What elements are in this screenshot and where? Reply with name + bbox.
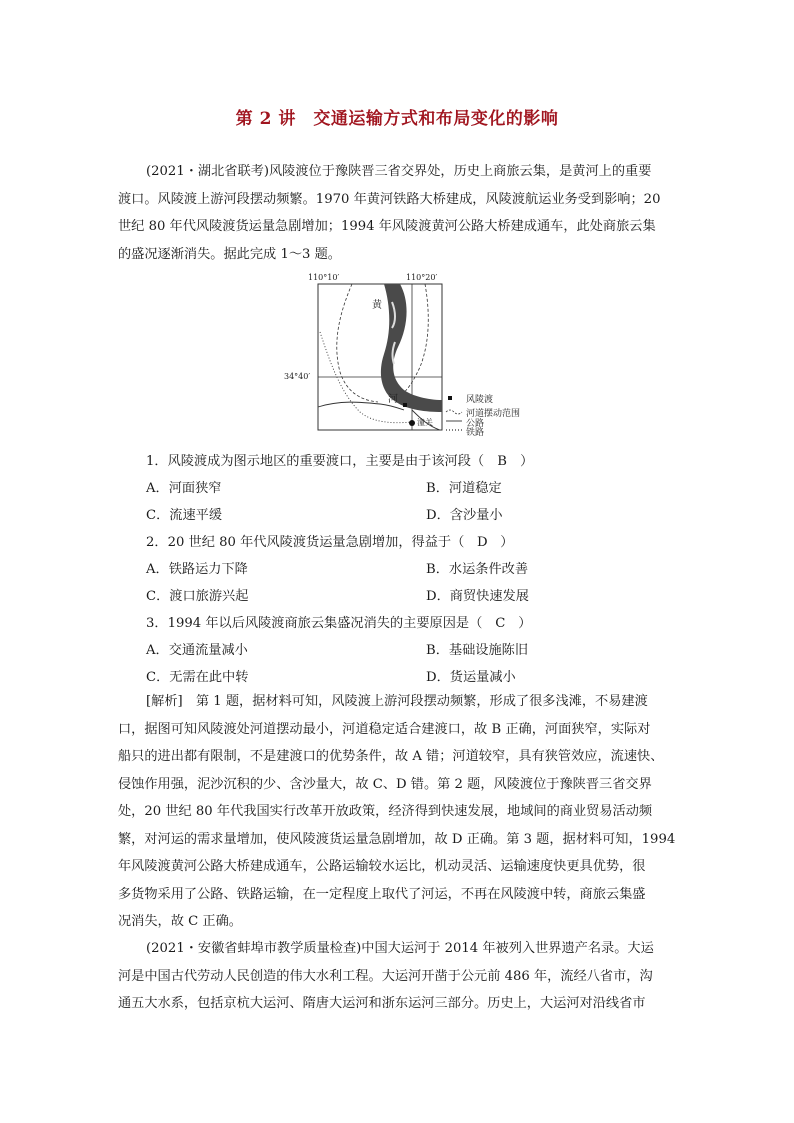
map-figure	[280, 272, 520, 444]
intro-line: 的盛况逐渐消失。据此完成 1～3 题。	[118, 246, 341, 262]
q3-option-a: A．交通流量减小	[146, 643, 248, 658]
tongguan-marker	[409, 420, 415, 426]
analysis-line: 处，20 世纪 80 年代我国实行改革开放政策，经济得到快速发展，地域间的商业贸易活动频	[118, 804, 653, 819]
latitude-label: 34°40′	[284, 372, 311, 381]
q1-option-d: D．含沙量小	[426, 508, 503, 523]
tongguan-label: 潼关	[417, 418, 433, 427]
question-3: 3．1994 年以后风陵渡商旅云集盛况消失的主要原因是（ C ）	[146, 614, 531, 634]
fenglingdu-marker	[403, 403, 407, 407]
analysis-line: [解析] 第 1 题，据材料可知，风陵渡上游河段摆动频繁，形成了很多浅滩，不易建渡	[146, 694, 648, 709]
analysis-line: 年风陵渡黄河公路大桥建成通车，公路运输较水运比，机动灵活、运输速度快更具优势，很	[118, 859, 646, 874]
analysis-line: 况消失，故 C 正确。	[118, 914, 242, 929]
analysis-line: 船只的进出都有限制，不是建渡口的优势条件，故 A 错；河道较窄，具有狭管效应，流速快、	[118, 749, 664, 764]
q2-option-d: D．商贸快速发展	[426, 589, 529, 604]
q3-option-d: D．货运量减小	[426, 670, 516, 685]
legend-road: 公路	[466, 419, 485, 429]
analysis-line: 繁，对河运的需求量增加，使风陵渡货运量急剧增加，故 D 正确。第 3 题，据材料可知，1994	[118, 831, 676, 847]
intro-line: 世纪 80 年代风陵渡货运量急剧增加；1994 年风陵渡黄河公路大桥建成通车，此处商旅云集	[118, 219, 656, 234]
q3-option-b: B．基础设施陈旧	[426, 643, 529, 658]
legend-symbol-fenglingdu	[448, 396, 452, 400]
answer-2: D	[476, 535, 488, 550]
answer-1: B	[497, 454, 507, 469]
q1-option-c: C．流速平缓	[146, 508, 223, 523]
next-passage-paragraph	[118, 935, 678, 1018]
q2-option-a: A．铁路运力下降	[146, 562, 248, 577]
q3-option-c: C．无需在此中转	[146, 670, 249, 685]
analysis-line: 多货物采用了公路、铁路运输，在一定程度上取代了河运，不再在风陵渡中转，商旅云集盛	[118, 886, 646, 902]
river-label-huang: 黄	[372, 300, 382, 311]
q2-option-b: B．水运条件改善	[426, 562, 529, 577]
next-line: (2021・安徽省蚌埠市教学质量检查)中国大运河于 2014 年被列入世界遗产名录。大运	[146, 941, 654, 956]
next-line: 河是中国古代劳动人民创造的伟大水利工程。大运河开凿于公元前 486 年，流经八省市，沟	[118, 968, 653, 984]
intro-line: (2021・湖北省联考)风陵渡位于豫陕晋三省交界处，历史上商旅云集，是黄河上的重要	[146, 164, 652, 179]
analysis-line: 侵蚀作用强，泥沙沉积的少、含沙量大，故 C、D 错。第 2 题，风陵渡位于豫陕晋三省交界	[118, 776, 652, 792]
q1-option-a: A．河面狭窄	[146, 481, 222, 496]
legend-fenglingdu: 风陵渡	[466, 395, 494, 405]
question-1: 1．风陵渡成为图示地区的重要渡口，主要是由于该河段（ B ）	[146, 452, 533, 472]
legend-symbol-channel	[446, 410, 462, 414]
answer-3: C	[495, 616, 506, 631]
question-2: 2．20 世纪 80 年代风陵渡货运量急剧增加，得益于（ D ）	[146, 533, 513, 553]
next-line: 通五大水系，包括京杭大运河、隋唐大运河和浙东运河三部分。历史上，大运河对沿线省市	[118, 996, 646, 1011]
analysis-paragraph	[118, 688, 678, 936]
longitude-left-label: 110°10′	[308, 273, 340, 282]
longitude-right-label: 110°20′	[406, 273, 438, 282]
intro-paragraph	[118, 158, 678, 268]
legend-railway: 铁路	[466, 428, 485, 438]
analysis-line: 口，据图可知风陵渡处河道摆动最小，河道稳定适合建渡口，故 B 正确，河面狭窄，实际对	[118, 721, 651, 737]
intro-line: 渡口。风陵渡上游河段摆动频繁。1970 年黄河铁路大桥建成，风陵渡航运业务受到影响；20	[118, 191, 661, 207]
q1-option-b: B．河道稳定	[426, 481, 502, 496]
legend-channel-range: 河道摆动范围	[466, 409, 521, 419]
river-label-he: 河	[388, 394, 398, 405]
q2-option-c: C．渡口旅游兴起	[146, 589, 249, 604]
page-title: 第 2 讲 交通运输方式和布局变化的影响	[235, 109, 559, 129]
